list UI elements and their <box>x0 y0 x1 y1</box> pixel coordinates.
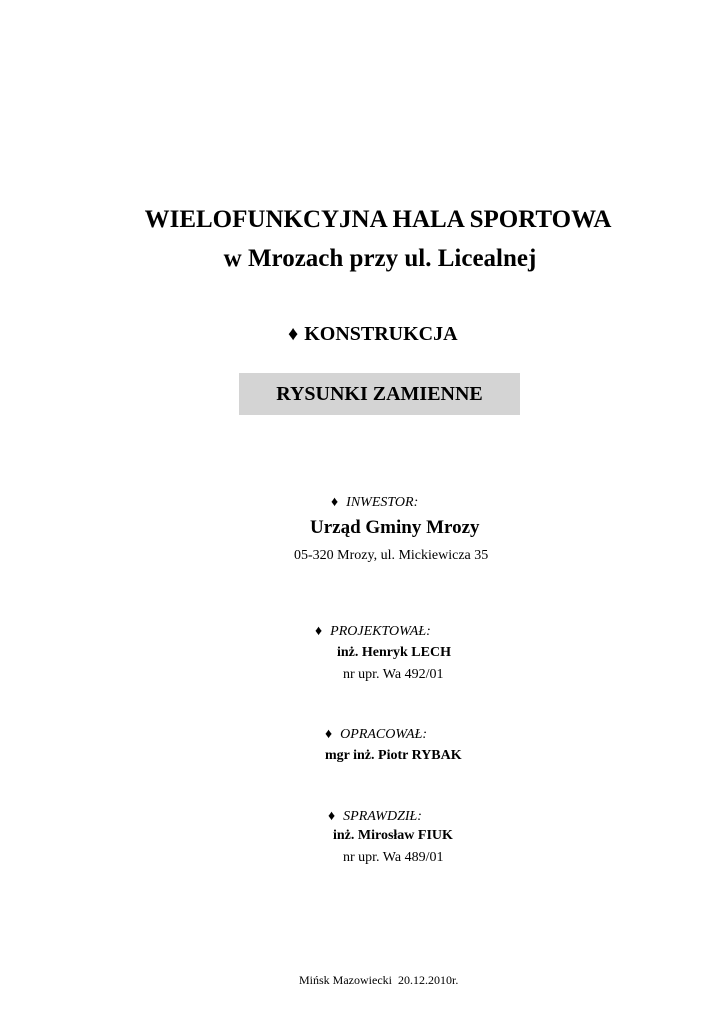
preparer-name: mgr inż. Piotr RYBAK <box>325 748 462 763</box>
investor-role <box>331 495 418 511</box>
diamond-bullet-icon: ♦ <box>328 809 336 824</box>
investor-role-label: INWESTOR: <box>346 495 419 510</box>
designer-role-label: PROJEKTOWAŁ: <box>330 624 431 639</box>
checker-permit: nr upr. Wa 489/01 <box>343 850 444 865</box>
diamond-bullet-icon: ♦ <box>325 727 333 742</box>
designer-name: inż. Henryk LECH <box>337 645 451 660</box>
investor-name: Urząd Gminy Mrozy <box>310 517 480 538</box>
preparer-role-label: OPRACOWAŁ: <box>340 727 428 742</box>
drawing-type-banner <box>239 373 520 415</box>
preparer-role <box>325 727 427 743</box>
diamond-bullet-icon: ♦ <box>331 495 339 510</box>
checker-name: inż. Mirosław FIUK <box>333 828 453 843</box>
section-label: KONSTRUKCJA <box>304 323 458 345</box>
banner-label: RYSUNKI ZAMIENNE <box>276 382 483 405</box>
diamond-bullet-icon: ♦ <box>315 624 323 639</box>
checker-role-label: SPRAWDZIŁ: <box>343 809 422 824</box>
designer-role <box>315 624 431 640</box>
diamond-bullet-icon: ♦ <box>288 323 299 345</box>
place-and-date: Mińsk Mazowiecki 20.12.2010r. <box>299 973 459 987</box>
document-title: WIELOFUNKCYJNA HALA SPORTOWA <box>144 206 612 233</box>
investor-address: 05-320 Mrozy, ul. Mickiewicza 35 <box>294 548 489 563</box>
checker-role <box>328 809 422 825</box>
section-heading <box>288 323 458 346</box>
designer-permit: nr upr. Wa 492/01 <box>343 667 444 682</box>
document-subtitle: w Mrozach przy ul. Licealnej <box>223 245 537 272</box>
